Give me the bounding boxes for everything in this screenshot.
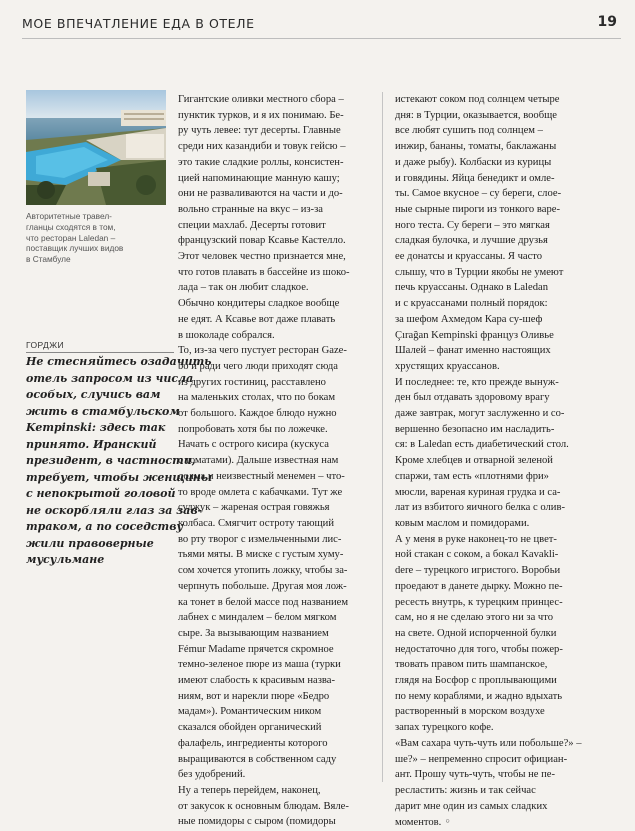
article-line: за шефом Ахмедом Кара су-шеф (395, 313, 543, 325)
sidebar-divider (26, 352, 174, 353)
article-line: dere – турецкого игристого. Воробьи (395, 565, 561, 577)
article-line: даже завтрак, могут заслуженно и со- (395, 408, 565, 420)
article-line: колбаса. Смягчит остроту тающий (178, 517, 335, 529)
article-line: что готов плавать в бассейне из шоко- (178, 266, 350, 278)
sidebar-line: жили правоверные (26, 536, 154, 550)
article-line: и говядины. Яйца бенедикт и омле- (395, 172, 555, 184)
article-line: лабнех с миндалем – белом мягком (178, 612, 337, 624)
article-line: без удобрений. (178, 769, 246, 781)
article-line: дарит мне один из самых сладких (395, 800, 548, 812)
article-column-2 (395, 92, 595, 831)
article-line: ные помидоры с сыром (помидоры (178, 816, 336, 828)
article-line: имеют слабость к красивым назва- (178, 675, 336, 687)
article-line: с томатами). Дальше известная нам (178, 455, 339, 467)
article-line: недостаточно для того, чтобы пожер- (395, 643, 563, 655)
article-line: среди них казандиби и товук гейсю – (178, 141, 346, 153)
article-line: суджук – жареная острая говяжья (178, 502, 330, 514)
article-line: печь круассаны. Однако в Laledan (395, 282, 548, 294)
article-line: глядя на Босфор с проплывающими (395, 675, 557, 687)
article-line: от закусок к основным блюдам. Вяле- (178, 800, 349, 812)
article-line: Обычно кондитеры сладкое вообще (178, 298, 340, 310)
article-line: ка тонет в белой массе под названием (178, 596, 349, 608)
article-line: по нему кораблями, и жадно вдыхать (395, 690, 563, 702)
article-line: ресесть внутрь, к турецким принцес- (395, 596, 563, 608)
article-line: Этот человек честно признается мне, (178, 251, 346, 263)
article-line: и даже рыбу). Колбаски из курицы (395, 156, 552, 168)
article-line: это такие сладкие роллы, консистен- (178, 156, 344, 168)
article-line: ные сырные пироги из тонкого варе- (395, 203, 560, 215)
article-line: в шоколаде собрался. (178, 329, 275, 341)
sidebar-line: Kempinski: здесь так (26, 421, 166, 434)
sidebar-line: требует, чтобы женщины (26, 470, 213, 484)
article-line: мадам»). Романтическим ником (178, 706, 322, 718)
article-line: слышу, что в Турции якобы не умеют (395, 266, 564, 278)
article-line: вершенно безопасно им насладить- (395, 423, 555, 435)
caption-line: в Стамбуле (26, 254, 71, 265)
article-line: на свете. Одной испорченной булки (395, 627, 557, 639)
article-line: bo и ради чего люди приходят сюда (178, 360, 338, 372)
article-line: из других гостиниц, расставлено (178, 376, 326, 388)
article-line: ты. Самое вкусное – су береги, слое- (395, 188, 562, 200)
article-line: французский повар Ксавье Кастелло. (178, 235, 346, 247)
article-line: истекают соком под солнцем четыре (395, 94, 560, 105)
article-line: сом хочется утопить ложку, чтобы за- (178, 565, 348, 577)
article-line: на маленьких столах, что по бокам (178, 392, 336, 404)
article-line: Кроме хлебцев и отварной зеленой (395, 455, 553, 467)
article-line: фалафель, ингредиенты которого (178, 737, 328, 749)
article-line: растворенный в морском воздухе (395, 706, 545, 718)
article-line: лада – так он любит сладкое. (178, 282, 309, 294)
article-line: дня: в Турции, оказывается, вообще (395, 109, 557, 121)
article-line: специи махлаб. Десерты готовит (178, 219, 326, 231)
sidebar-line: траком, а по соседству (26, 520, 183, 533)
article-line: сладкая булочка, и лучшие друзья (395, 235, 548, 247)
article-line: А у меня в руке наконец-то не цвет- (395, 533, 557, 545)
article-line: ру чуть левее: тут десерты. Главные (178, 125, 341, 137)
article-line: мюсли, вареная куриная грудка и са- (395, 486, 561, 498)
sidebar-line: президент, в частности, (26, 454, 196, 467)
article-line: ее донатсы и круассаны. Я часто (395, 251, 543, 263)
caption-line: что ресторан Laledan – (26, 232, 116, 243)
article-line: во рту творог с измельченными лис- (178, 533, 342, 545)
article-line: сыре. За вызывающим названием (178, 627, 329, 639)
caption-line: гланцы сходятся в том, (26, 221, 116, 232)
article-line: они не разваливаются на части и до- (178, 188, 343, 200)
article-line: от большого. Каждое блюдо нужно (178, 408, 337, 420)
article-line: спаржи, там есть «плотнями фри» (395, 470, 549, 482)
sidebar-line: мусульмане (26, 553, 105, 566)
article-line: ся: в Laledan есть диабетический стол. (395, 439, 569, 451)
article-line: и с круассанами полный порядок: (395, 298, 548, 310)
article-line: ковым маслом и помидорами. (395, 517, 530, 529)
hotel-photo (26, 90, 166, 205)
end-of-article-mark: ◦ (444, 815, 451, 829)
article-line: цией напоминающие манную кашу; (178, 172, 340, 184)
photo-caption (26, 211, 174, 265)
article-line: запах турецкого кофе. (395, 722, 494, 734)
sidebar-note (26, 354, 213, 569)
article-line: попробовать хотя бы по ложечке. (178, 423, 328, 435)
caption-line: поставщик лучших видов (26, 243, 124, 254)
sidebar-line: отель запросом из числа (26, 371, 194, 385)
article-line: долма и неизвестный менемен – что- (178, 470, 345, 482)
article-line: То, из-за чего пустует ресторан Gaze- (178, 345, 347, 357)
article-line: ше?» – непременно спросит официан- (395, 753, 568, 765)
article-line: Начать с острого кисира (кускуса (178, 439, 329, 451)
caption-line: Авторитетные травел- (26, 211, 112, 221)
column-divider (382, 92, 383, 782)
article-line: Шалей – фанат именно настоящих (395, 345, 551, 357)
article-line: проедают в данете дырку. Можно пе- (395, 580, 563, 592)
sidebar-label: ГОРДЖИ (26, 340, 64, 350)
article-line: ной стакан с соком, а бокал Kavakli- (395, 549, 559, 561)
article-line: ресластить: жизнь и так сейчас (395, 784, 536, 796)
article-line: твовать правом пить шампанское, (395, 659, 548, 671)
article-line: инжир, бананы, томаты, баклажаны (395, 141, 557, 153)
article-line: темно-зеленое пюре из маша (турки (178, 659, 341, 671)
page-number: 19 (597, 14, 617, 30)
article-line: то вроде омлета с кабачками. Тут же (178, 486, 343, 498)
article-line: Гигантские оливки местного сбора – (178, 94, 344, 105)
article-column-1 (178, 92, 372, 830)
sidebar-line: не оскорбляли глаз за зав- (26, 503, 203, 517)
article-line: выращиваются в собственном саду (178, 753, 337, 765)
article-line: ниям, вот и нарекли пюре «Бедро (178, 690, 330, 702)
article-line: моментов. ◦ (395, 815, 451, 829)
section-title: МОЕ ВПЕЧАТЛЕНИЕ ЕДА В ОТЕЛЕ (22, 16, 255, 31)
article-line: все любят сушить под солнцем – (395, 125, 543, 137)
article-line: Çırağan Kempinski француз Оливье (395, 329, 554, 341)
header-divider (22, 38, 621, 39)
article-line: Fémur Madame прячется скромное (178, 643, 334, 655)
article-line: ант. Прошу чуть-чуть, чтобы не пе- (395, 769, 556, 781)
article-line: черпнуть побольше. Другая моя лож- (178, 580, 347, 592)
sidebar-line: Не стесняйтесь озадачить (26, 355, 212, 368)
sidebar-line: жить в стамбульском (26, 404, 180, 418)
article-line: не едят. А Ксавье вот даже плавать (178, 313, 336, 325)
article-line: «Вам сахара чуть-чуть или побольше?» – (395, 737, 582, 749)
article-line: пунктик турков, и я их понимаю. Бе- (178, 109, 344, 121)
article-line: тьями мяты. В миске с густым хуму- (178, 549, 344, 561)
article-line: ден был отдавать здоровому врагу (395, 392, 550, 404)
article-line: Ну а теперь перейдем, наконец, (178, 784, 321, 796)
page-header (22, 14, 621, 38)
article-line: хрустящих круассанов. (395, 360, 500, 372)
article-line: лат из взбитого яичного белка с олив- (395, 502, 565, 514)
sidebar-line: с непокрытой головой (26, 487, 176, 500)
sidebar-line: принято. Иранский (26, 437, 157, 451)
article-line: ного теста. Су береги – это мягкая (395, 219, 550, 231)
article-line: сказался обойден органический (178, 722, 322, 734)
article-line: вольно странные на вкус – из-за (178, 203, 323, 215)
sidebar-line: особых, случись вам (26, 388, 161, 401)
article-line: И последнее: те, кто прежде вынуж- (395, 376, 559, 388)
article-line: сам, но я не сделаю этого ни за что (395, 612, 554, 624)
